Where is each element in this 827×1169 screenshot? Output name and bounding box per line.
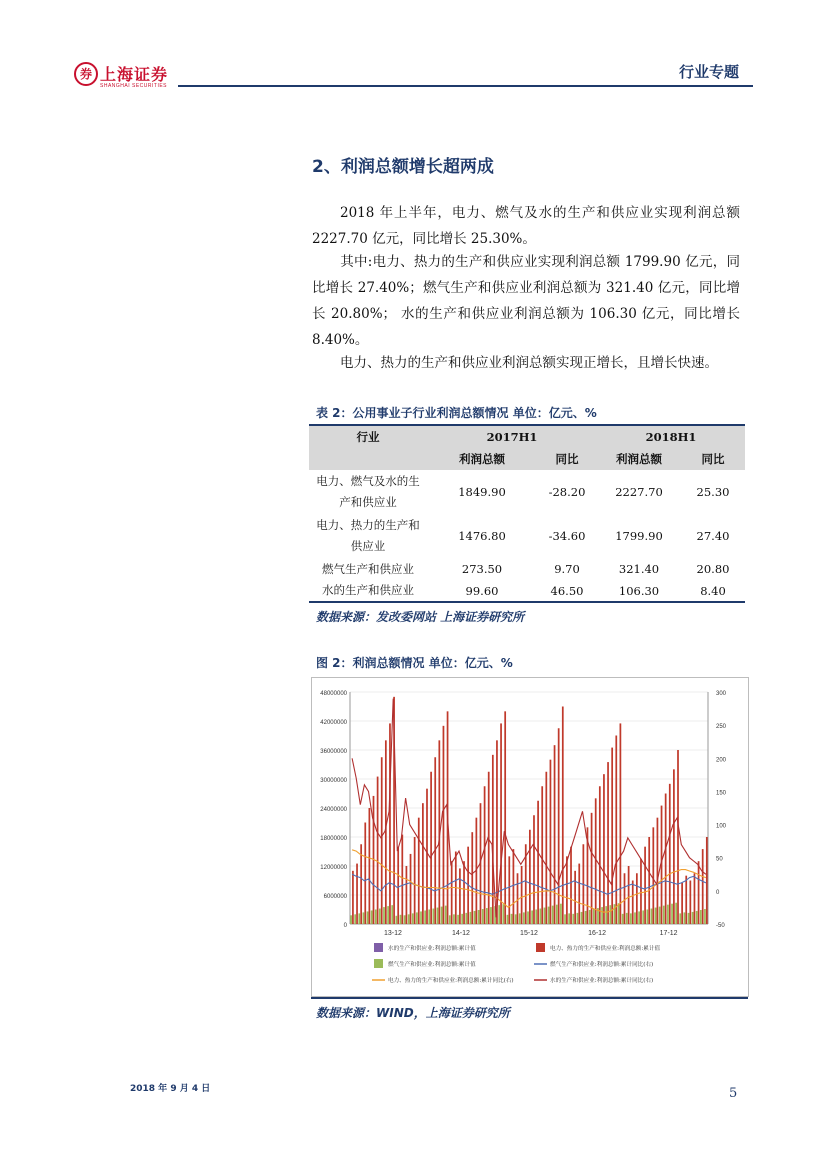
green-bar: [535, 910, 537, 925]
legend-swatch: [374, 959, 383, 968]
green-bar: [363, 912, 365, 924]
green-bar: [659, 907, 661, 924]
legend-label: 水的生产和供应业:利润总额:累计同比(右): [550, 978, 654, 984]
red-bar: [657, 818, 659, 924]
green-bar: [688, 913, 690, 924]
green-bar: [408, 914, 410, 924]
green-bar: [412, 913, 414, 924]
green-bar: [424, 910, 426, 924]
red-bar: [566, 856, 568, 924]
green-bar: [622, 914, 624, 924]
page-number: 5: [729, 1086, 738, 1101]
red-bar: [459, 868, 461, 924]
y-left-tick-label: 48000000: [320, 691, 347, 697]
y-right-tick-label: 0: [716, 889, 720, 896]
green-bar: [651, 909, 653, 924]
p2-profit-cell: 321.40: [618, 562, 660, 576]
industry-line: 产和供应业: [339, 495, 397, 509]
y-right-tick-label: 50: [716, 856, 723, 863]
green-bar: [655, 908, 657, 924]
header-p2-yoy: 同比: [681, 448, 745, 470]
red-bar: [418, 818, 420, 924]
section-heading: 2、利润总额增长超两成: [312, 157, 494, 177]
red-bar: [513, 849, 515, 924]
red-bar: [681, 883, 683, 924]
red-bar: [360, 844, 362, 924]
red-bar: [574, 871, 576, 924]
green-bar: [465, 913, 467, 924]
green-bar: [441, 907, 443, 924]
red-bar: [611, 748, 613, 924]
p1-profit-cell: 1849.90: [458, 485, 506, 499]
red-bar: [640, 859, 642, 924]
green-bar: [433, 909, 435, 924]
red-bar: [578, 864, 580, 924]
paragraph-3-text: 电力、热力的生产和供应业利润总额实现正增长，且增长快速。: [340, 355, 718, 371]
red-bar: [430, 772, 432, 924]
y-left-tick-label: 18000000: [320, 836, 347, 842]
green-bar: [556, 905, 558, 924]
y-left-tick-label: 12000000: [320, 865, 347, 871]
red-bar: [356, 864, 358, 924]
green-bar: [490, 907, 492, 924]
p1-profit-cell: 1476.80: [458, 529, 506, 543]
red-bar: [636, 873, 638, 924]
header-p1-profit: 利润总额: [427, 448, 537, 470]
red-bar: [673, 769, 675, 924]
industry-cell: 燃气生产和供应业: [322, 561, 414, 576]
red-bar: [570, 847, 572, 924]
red-bar: [698, 861, 700, 924]
red-bar: [689, 881, 691, 925]
red-bar: [669, 784, 671, 924]
green-bar: [457, 915, 459, 924]
green-bar: [675, 903, 677, 924]
green-bar: [519, 913, 521, 924]
green-bar: [350, 915, 352, 924]
p1-profit-cell: 273.50: [461, 562, 503, 576]
green-bar: [428, 910, 430, 925]
legend-label: 电力、热力的生产和供应业:利润总额:累计值: [550, 946, 661, 952]
red-bar: [451, 861, 453, 924]
profit-chart: [312, 678, 748, 996]
green-bar: [646, 910, 648, 925]
header-blank: [309, 448, 427, 470]
industry-cell: [309, 470, 427, 514]
green-bar: [383, 907, 385, 924]
green-bar: [416, 912, 418, 924]
green-bar: [593, 909, 595, 924]
p1-yoy-cell: 9.70: [554, 562, 580, 576]
red-bar: [702, 849, 704, 924]
green-bar: [391, 905, 393, 924]
green-bar: [527, 911, 529, 924]
red-bar: [537, 801, 539, 924]
green-bar: [564, 914, 566, 924]
green-bar: [696, 911, 698, 924]
y-left-tick-label: 0: [343, 923, 347, 929]
legend-label: 燃气生产和供应业:利润总额:累计同比(右): [550, 962, 654, 968]
red-bar: [545, 772, 547, 924]
p1-yoy-cell: -34.60: [548, 529, 586, 543]
red-bar: [492, 755, 494, 924]
green-bar: [474, 911, 476, 924]
red-bar: [504, 711, 506, 924]
green-bar: [704, 909, 706, 924]
p2-profit-cell: 2227.70: [615, 485, 663, 499]
x-tick-label: 15-12: [520, 930, 538, 937]
y-left-tick-label: 6000000: [323, 894, 347, 900]
legend-label: 水的生产和供应业:利润总额:累计值: [388, 946, 476, 952]
green-bar: [478, 910, 480, 924]
red-bar: [694, 873, 696, 924]
red-bar: [471, 832, 473, 924]
industry-line: 电力、热力的生产和: [316, 518, 420, 532]
red-bar: [377, 777, 379, 924]
legend-label: 燃气生产和供应业:利润总额:累计值: [388, 962, 476, 968]
p2-profit-cell: 1799.90: [615, 529, 663, 543]
x-tick-label: 17-12: [659, 930, 678, 937]
green-bar: [605, 906, 607, 924]
footer-date: 2018 年 9 月 4 日: [130, 1084, 211, 1094]
industry-line: 供应业: [350, 539, 386, 553]
green-bar: [568, 913, 570, 924]
p2-yoy-cell: 8.40: [681, 580, 745, 602]
industry-line: 电力、燃气及水的生: [316, 474, 420, 488]
logo-text: 上海证券: [100, 65, 169, 84]
table-row: [309, 514, 745, 558]
green-bar: [531, 910, 533, 924]
red-bar: [410, 854, 412, 924]
industry-cell: 水的生产和供应业: [309, 580, 427, 602]
y-right-tick-label: 200: [716, 757, 727, 764]
green-bar: [445, 906, 447, 924]
red-bar: [620, 723, 622, 924]
green-bar: [354, 914, 356, 924]
company-logo: [70, 58, 180, 94]
green-bar: [552, 906, 554, 924]
y-right-tick-label: -50: [716, 923, 725, 929]
x-tick-label: 16-12: [588, 930, 606, 937]
green-bar: [515, 914, 517, 924]
red-bar: [603, 774, 605, 924]
table-row: [309, 470, 745, 514]
paragraph-1: [312, 200, 740, 252]
red-bar: [685, 876, 687, 924]
header-period-2: 2018H1: [597, 425, 745, 448]
y-left-tick-label: 42000000: [320, 720, 347, 726]
green-bar: [609, 905, 611, 924]
paragraph-1-text: 2018 年上半年，电力、燃气及水的生产和供应业实现利润总额 2227.70 亿元，同比增长 25.30%。: [312, 205, 740, 247]
green-bar: [507, 915, 509, 924]
red-bar: [541, 786, 543, 924]
green-bar: [461, 914, 463, 924]
red-bar: [677, 750, 679, 924]
chart-container: [311, 677, 749, 997]
green-bar: [630, 913, 632, 924]
green-bar: [539, 909, 541, 924]
green-bar: [404, 915, 406, 924]
table-source: 数据来源：发改委网站 上海证券研究所: [316, 610, 525, 624]
green-bar: [437, 908, 439, 924]
green-bar: [560, 904, 562, 924]
header-p2-profit: 利润总额: [597, 448, 681, 470]
red-bar: [369, 808, 371, 924]
red-bar: [443, 726, 445, 924]
green-bar: [618, 903, 620, 924]
green-bar: [482, 909, 484, 924]
red-bar: [624, 873, 626, 924]
chart-caption: 图 2：利润总额情况 单位：亿元、%: [316, 656, 513, 670]
red-bar: [389, 723, 391, 924]
red-bar: [352, 871, 354, 924]
red-bar: [554, 745, 556, 924]
table-caption: 表 2：公用事业子行业利润总额情况 单位：亿元、%: [316, 406, 597, 420]
green-bar: [486, 908, 488, 924]
chart-bottom-divider: [311, 997, 748, 999]
p2-profit-cell: 106.30: [597, 580, 681, 602]
table-row: [309, 558, 745, 580]
legend-label: 电力、热力的生产和供应业:利润总额:累计同比(右): [388, 978, 514, 984]
green-bar: [638, 911, 640, 924]
red-bar: [652, 827, 654, 924]
red-bar: [508, 856, 510, 924]
p2-yoy-cell: 20.80: [696, 562, 730, 576]
red-bar: [632, 881, 634, 925]
y-right-tick-label: 100: [716, 823, 727, 830]
red-bar: [517, 873, 519, 924]
red-bar: [628, 866, 630, 924]
chart-source: 数据来源：WIND，上海证券研究所: [316, 1006, 510, 1020]
red-bar: [414, 837, 416, 924]
industry-cell: [309, 514, 427, 558]
legend-swatch: [536, 943, 545, 952]
red-bar: [615, 736, 617, 925]
header-p1-yoy: 同比: [537, 448, 597, 470]
green-bar: [379, 909, 381, 924]
y-right-tick-label: 150: [716, 790, 727, 797]
green-bar: [420, 911, 422, 924]
red-bar: [533, 815, 535, 924]
header-industry: 行业: [309, 425, 427, 448]
x-tick-label: 14-12: [452, 930, 470, 937]
green-bar: [585, 911, 587, 924]
red-bar: [665, 794, 667, 925]
table-row: [309, 580, 745, 602]
red-bar: [434, 757, 436, 924]
green-bar: [589, 910, 591, 924]
red-bar: [484, 786, 486, 924]
header-divider: [178, 85, 753, 87]
legend-swatch: [374, 943, 383, 952]
red-bar: [385, 740, 387, 924]
p2-yoy-cell: 25.30: [696, 485, 730, 499]
green-bar: [544, 908, 546, 924]
paragraph-3: [312, 350, 740, 376]
green-bar: [634, 912, 636, 924]
logo-seal-icon: 券: [74, 62, 98, 86]
green-bar: [375, 910, 377, 925]
green-bar: [387, 906, 389, 924]
green-bar: [667, 905, 669, 924]
green-bar: [626, 913, 628, 924]
green-bar: [577, 913, 579, 924]
red-bar: [607, 762, 609, 924]
green-bar: [400, 915, 402, 924]
green-bar: [642, 910, 644, 924]
green-bar: [692, 912, 694, 924]
y-left-tick-label: 30000000: [320, 778, 347, 784]
red-bar: [648, 837, 650, 924]
green-bar: [470, 912, 472, 924]
header-period-1: 2017H1: [427, 425, 597, 448]
red-bar: [488, 772, 490, 924]
green-bar: [523, 912, 525, 924]
green-bar: [671, 904, 673, 924]
p1-yoy-cell: 46.50: [537, 580, 597, 602]
p1-yoy-cell: -28.20: [548, 485, 586, 499]
profit-table: [309, 424, 745, 603]
red-bar: [599, 786, 601, 924]
red-bar: [406, 866, 408, 924]
red-bar: [562, 707, 564, 925]
green-bar: [601, 907, 603, 924]
green-bar: [358, 913, 360, 924]
green-bar: [453, 914, 455, 924]
p1-profit-cell: 99.60: [427, 580, 537, 602]
green-bar: [502, 904, 504, 924]
red-bar: [529, 830, 531, 924]
logo-english-text: SHANGHAI SECURITIES: [100, 83, 168, 89]
green-bar: [572, 914, 574, 924]
y-left-tick-label: 24000000: [320, 807, 347, 813]
red-bar: [521, 866, 523, 924]
report-type-title: 行业专题: [678, 63, 739, 81]
p2-yoy-cell: 27.40: [696, 529, 730, 543]
red-bar: [364, 823, 366, 925]
green-bar: [679, 913, 681, 924]
y-right-tick-label: 250: [716, 724, 727, 731]
green-bar: [700, 910, 702, 924]
red-bar: [550, 760, 552, 924]
green-bar: [548, 907, 550, 924]
green-bar: [684, 912, 686, 924]
green-bar: [498, 905, 500, 924]
red-bar: [401, 835, 403, 924]
green-bar: [395, 916, 397, 924]
red-bar: [644, 847, 646, 924]
paragraph-2: [312, 249, 740, 353]
red-bar: [426, 789, 428, 924]
red-bar: [500, 723, 502, 924]
red-bar: [381, 757, 383, 924]
paragraph-2-text: 其中:电力、热力的生产和供应业实现利润总额 1799.90 亿元，同比增长 27.40%；燃气生产和供应业利润总额为 321.40 亿元，同比增长 20.80%； 水的生产和供应业利润总额为 106.30 亿元，同比增长 8.40%。: [312, 254, 740, 348]
red-bar: [422, 803, 424, 924]
green-bar: [449, 915, 451, 924]
green-bar: [663, 906, 665, 924]
x-tick-label: 13-12: [384, 930, 402, 937]
green-bar: [581, 912, 583, 924]
red-bar: [595, 798, 597, 924]
green-bar: [371, 910, 373, 924]
red-bar: [463, 861, 465, 924]
green-bar: [367, 911, 369, 924]
green-bar: [511, 914, 513, 924]
y-right-tick-label: 300: [716, 691, 727, 697]
red-bar: [397, 847, 399, 924]
y-left-tick-label: 36000000: [320, 749, 347, 755]
red-bar: [706, 837, 708, 924]
